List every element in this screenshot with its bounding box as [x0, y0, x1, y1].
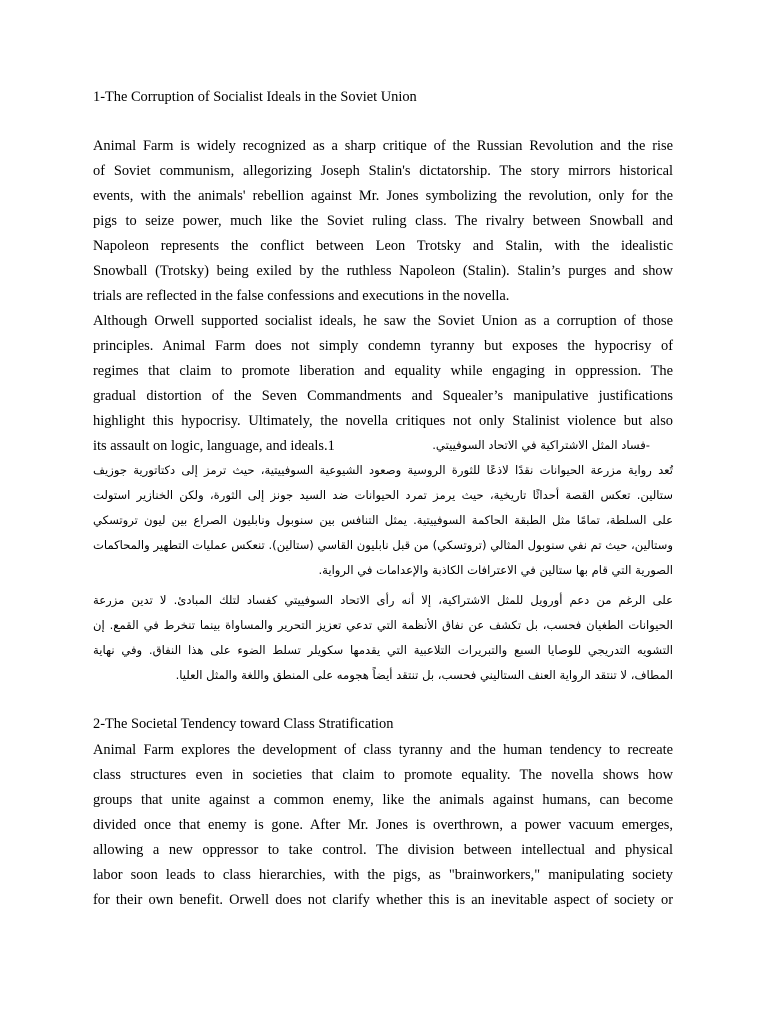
paragraph-line: divided once that enemy is gone. After Mr. Jones is overthrown, a power vacuum emerges,	[93, 817, 673, 833]
paragraph-line: class structures even in societies that claim to promote equality. The novella shows how	[93, 767, 673, 783]
arabic-heading: -فساد المثل الاشتراكية في الاتحاد السوفييتي.	[432, 438, 650, 452]
section-1-heading: 1-The Corruption of Socialist Ideals in the Soviet Union	[93, 89, 417, 105]
arabic-line: تُعد رواية مزرعة الحيوانات نقدًا لاذعًا للثورة الروسية وصعود الشيوعية السوفييتية، حيث ترمز إلى دكتاتورية جوزيف	[93, 463, 673, 477]
paragraph-line: events, with the animals' rebellion against Mr. Jones symbolizing the revolution, only for the	[93, 188, 673, 204]
arabic-line: ستالين. تعكس القصة أحداثًا تاريخية، حيث يرمز تمرد الحيوانات ضد السيد جونز إلى الثورة، ولكن الخنازير استولت	[93, 488, 673, 502]
arabic-line: المطاف، لا تنتقد الرواية العنف الستاليني فحسب، بل تنتقد أيضاً هجومه على المنطق واللغة والمثل العليا.	[175, 668, 673, 682]
paragraph-line: regimes that claim to promote liberation and equality while engaging in oppression. The	[93, 363, 673, 379]
paragraph-line: allowing a new oppressor to take control. The division between intellectual and physical	[93, 842, 673, 858]
arabic-line: التشويه التدريجي للوصايا السبع والتبريرات التلاعبية التي يقدمها سكويلر تسلط الضوء على هذا النفاق. وفي نهاية	[93, 643, 673, 657]
paragraph-line: pigs to seize power, much like the Soviet ruling class. The rivalry between Snowball and	[93, 213, 673, 229]
paragraph-line: Animal Farm explores the development of class tyranny and the human tendency to recreate	[93, 742, 673, 758]
arabic-line: على السلطة، تمامًا مثل الطبقة الحاكمة السوفييتية. يمثل التنافس بين سنوبول ونابليون الصراع بين ليون تروتسكي	[93, 513, 673, 527]
paragraph-line: Napoleon represents the conflict between Leon Trotsky and Stalin, with the idealistic	[93, 238, 673, 254]
paragraph-line: its assault on logic, language, and ideals.1	[93, 438, 335, 454]
paragraph-line: gradual distortion of the Seven Commandments and Squealer’s manipulative justifications	[93, 388, 673, 404]
arabic-line: وستالين، حيث تم نفي سنوبول المثالي (تروتسكي) من قبل نابليون القاسي (ستالين). تنعكس عمليات التطهير والمحاكمات	[93, 538, 673, 552]
arabic-line: الحيوانات الطغيان فحسب، بل تكشف عن نفاق الأنظمة التي تدعي تعزيز التحرير والمساواة بينما تنخرط في القمع. إن	[93, 618, 673, 632]
paragraph-line: highlight this hypocrisy. Ultimately, the novella critiques not only Stalinist violence but also	[93, 413, 673, 429]
section-2-heading: 2-The Societal Tendency toward Class Stratification	[93, 716, 394, 732]
paragraph-line: labor soon leads to class hierarchies, with the pigs, as "brainworkers," manipulating society	[93, 867, 673, 883]
paragraph-line: for their own benefit. Orwell does not clarify whether this is an inevitable aspect of society or	[93, 892, 673, 908]
paragraph-line: principles. Animal Farm does not simply condemn tyranny but exposes the hypocrisy of	[93, 338, 673, 354]
arabic-line: الصورية التي قام بها ستالين في الاعترافات الكاذبة والإعدامات في الرواية.	[318, 563, 673, 577]
paragraph-line: Animal Farm is widely recognized as a sharp critique of the Russian Revolution and the rise	[93, 138, 673, 154]
paragraph-line: trials are reflected in the false confessions and executions in the novella.	[93, 288, 510, 304]
paragraph-line: of Soviet communism, allegorizing Joseph Stalin's dictatorship. The story mirrors historical	[93, 163, 673, 179]
paragraph-line: Although Orwell supported socialist ideals, he saw the Soviet Union as a corruption of those	[93, 313, 673, 329]
paragraph-line: groups that unite against a common enemy, like the animals against humans, can become	[93, 792, 673, 808]
arabic-line: على الرغم من دعم أورويل للمثل الاشتراكية، إلا أنه رأى الاتحاد السوفييتي كفساد لتلك المبادئ. لا تدين مزرعة	[93, 593, 673, 607]
paragraph-line: Snowball (Trotsky) being exiled by the ruthless Napoleon (Stalin). Stalin’s purges and show	[93, 263, 673, 279]
